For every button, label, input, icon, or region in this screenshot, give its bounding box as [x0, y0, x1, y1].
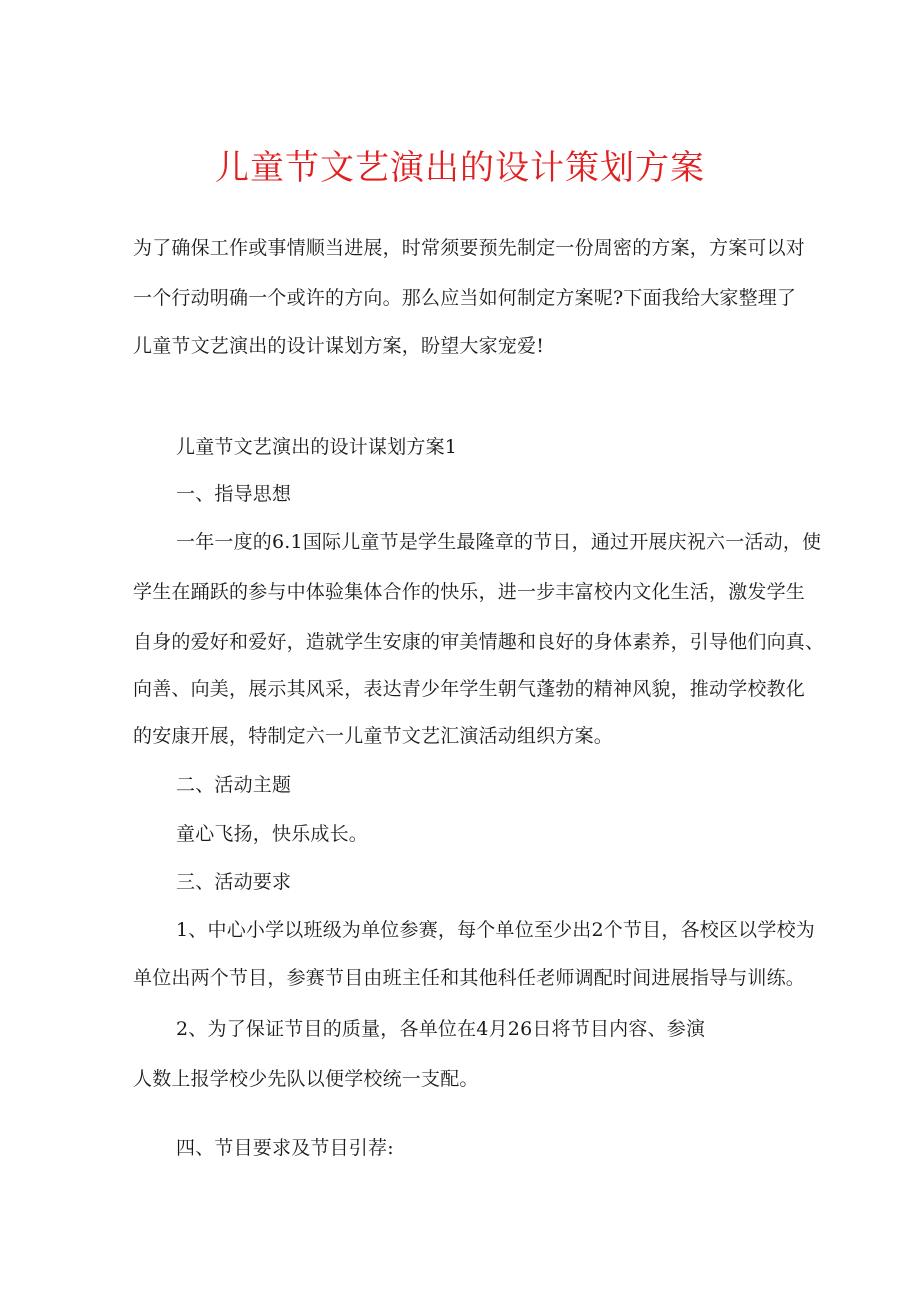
- heading-guiding-thought: 一、指导思想: [176, 483, 292, 505]
- para-1-line-5: 的安康开展，特制定六一儿童节文艺汇演活动组织方案。: [133, 725, 614, 747]
- intro-line-2: 一个行动明确一个或许的方向。那么应当如何制定方案呢?下面我给大家整理了: [133, 287, 797, 309]
- requirement-2-line-2: 人数上报学校少先队以便学校统一支配。: [133, 1068, 479, 1090]
- requirement-1-line-2: 单位出两个节目，参赛节目由班主任和其他科任老师调配时间进展指导与训练。: [133, 967, 806, 989]
- activity-theme-text: 童心飞扬，快乐成长。: [176, 823, 369, 845]
- para-1-line-4: 向善、向美，展示其风采，表达青少年学生朝气蓬勃的精神风貌，推动学校教化: [133, 678, 806, 700]
- document-title: 儿童节文艺演出的设计策划方案: [215, 148, 705, 188]
- heading-program-requirements: 四、节目要求及节目引荐:: [176, 1137, 394, 1159]
- requirement-1-line-1: 1、中心小学以班级为单位参赛，每个单位至少出2个节目，各校区以学校为: [176, 919, 815, 941]
- para-1-line-1: 一年一度的6.1国际儿童节是学生最隆章的节日，通过开展庆祝六一活动，使: [176, 531, 822, 553]
- para-1-line-3: 自身的爱好和爱好，造就学生安康的审美情趣和良好的身体素养，引导他们向真、: [133, 631, 825, 653]
- section-title: 儿童节文艺演出的设计谋划方案1: [176, 436, 458, 458]
- heading-activity-theme: 二、活动主题: [176, 774, 292, 796]
- intro-line-3: 儿童节文艺演出的设计谋划方案，盼望大家宠爱!: [133, 335, 545, 357]
- para-1-line-2: 学生在踊跃的参与中体验集体合作的快乐，进一步丰富校内文化生活，激发学生: [133, 581, 806, 603]
- intro-line-1: 为了确保工作或事情顺当进展，时常须要预先制定一份周密的方案，方案可以对: [133, 237, 806, 259]
- requirement-2-line-1: 2、为了保证节目的质量，各单位在4月26日将节目内容、参演: [176, 1018, 706, 1040]
- heading-activity-requirements: 三、活动要求: [176, 871, 292, 893]
